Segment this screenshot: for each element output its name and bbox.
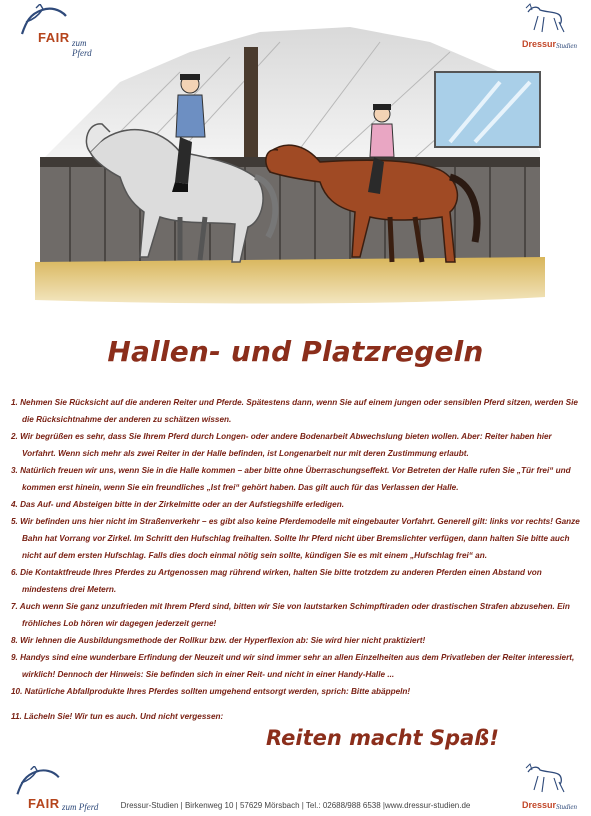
dressur-brand: Dressur: [522, 39, 557, 49]
riders-in-arena-illustration: [30, 12, 550, 307]
closing-rule: 11. Lächeln Sie! Wir tun es auch. Und nicht vergessen:: [11, 712, 224, 721]
fair-tagline: zum Pferd: [72, 38, 92, 58]
fair-brand: FAIR: [28, 796, 60, 811]
dressur-tagline: Studien: [556, 42, 577, 50]
horse-head-icon: [10, 766, 70, 798]
rule-7: 7. Auch wenn Sie ganz unzufrieden mit Ihrem Pferd sind, bitten wir Sie von lautstarken Schimpftiraden oder drastischen Strafen abzusehen. Ein fröhliches Lob hören wir dagegen jederzeit gerne!: [11, 602, 570, 628]
rule-4: 4. Das Auf- und Absteigen bitte in der Zirkelmitte oder an der Aufstiegshilfe erledigen.: [11, 500, 345, 509]
fair-brand: FAIR: [38, 30, 70, 45]
fair-tagline: zum Pferd: [62, 802, 99, 812]
dressur-brand: Dressur: [522, 800, 557, 810]
rules-list: [11, 394, 583, 700]
rule-6: 6. Die Kontaktfreude Ihres Pferdes zu Artgenossen mag rührend wirken, halten Sie bitte trotzdem zu anderen Pferden einen Abstand von mindestens drei Metern.: [11, 568, 542, 594]
rule-3: 3. Natürlich freuen wir uns, wenn Sie in die Halle kommen – aber bitte ohne Überraschungseffekt. Vor Betreten der Halle rufen Sie „Tür frei“ und kommen erst hinein, wenn Sie ein freundliches „Ist frei“ gehört haben. Das gilt auch für das Verlassen der Halle.: [11, 466, 571, 492]
rule-2: 2. Wir begrüßen es sehr, dass Sie Ihrem Pferd durch Longen- oder andere Bodenarbeit Abwechslung bieten wollen. Aber: Reiter haben hier Vorfahrt. Wenn sich mehr als zwei Reiter in der Halle befinden, ist Longenarbeit nur mit deren Zustimmung erlaubt.: [11, 432, 552, 458]
page-title: Hallen- und Platzregeln: [107, 335, 484, 368]
rule-1: 1. Nehmen Sie Rücksicht auf die anderen Reiter und Pferde. Spätestens dann, wenn Sie auf einem jungen oder sensiblen Pferd sitzen, werden Sie die Rücksichtnahme der anderen zu schätzen wissen.: [11, 398, 578, 424]
dressage-horse-icon: [524, 762, 568, 796]
rule-8: 8. Wir lehnen die Ausbildungsmethode der Rollkur bzw. der Hyperflexion ab: Sie wird hier nicht praktiziert!: [11, 636, 426, 645]
rule-9: 9. Handys sind eine wunderbare Erfindung der Neuzeit und wir sind immer sehr an allen Einzelheiten aus dem Privatleben der Reiter interessiert, wirklich! Dennoch der Hinweis: Sie befinden sich in einer Reit- und nicht in einer Handy-Halle ...: [11, 653, 575, 679]
slogan: Reiten macht Spaß!: [266, 726, 499, 750]
rule-10: 10. Natürliche Abfallprodukte Ihres Pferdes sollten umgehend entsorgt werden, sprich: Bitte abäppeln!: [11, 687, 411, 696]
dressur-tagline: Studien: [556, 803, 577, 811]
footer-contact: Dressur-Studien | Birkenweg 10 | 57629 Mörsbach | Tel.: 02688/988 6538 |www.dressur-studien.de: [120, 801, 471, 810]
rule-5: 5. Wir befinden uns hier nicht im Straßenverkehr – es gibt also keine Pferdemodelle mit eingebauter Vorfahrt. Generell gilt: links vor rechts! Ganze Bahn hat Vorrang vor Zirkel. Im Schritt den Hufschlag freihalten. Sollte Ihr Pferd nicht über Bremslichter verfügen, dann halten Sie bitte auch nicht auf dem ersten Hufschlag. Falls dies doch einmal nötig sein sollte, kündigen Sie es mit einem „Hufschlag frei“ an.: [11, 517, 580, 560]
